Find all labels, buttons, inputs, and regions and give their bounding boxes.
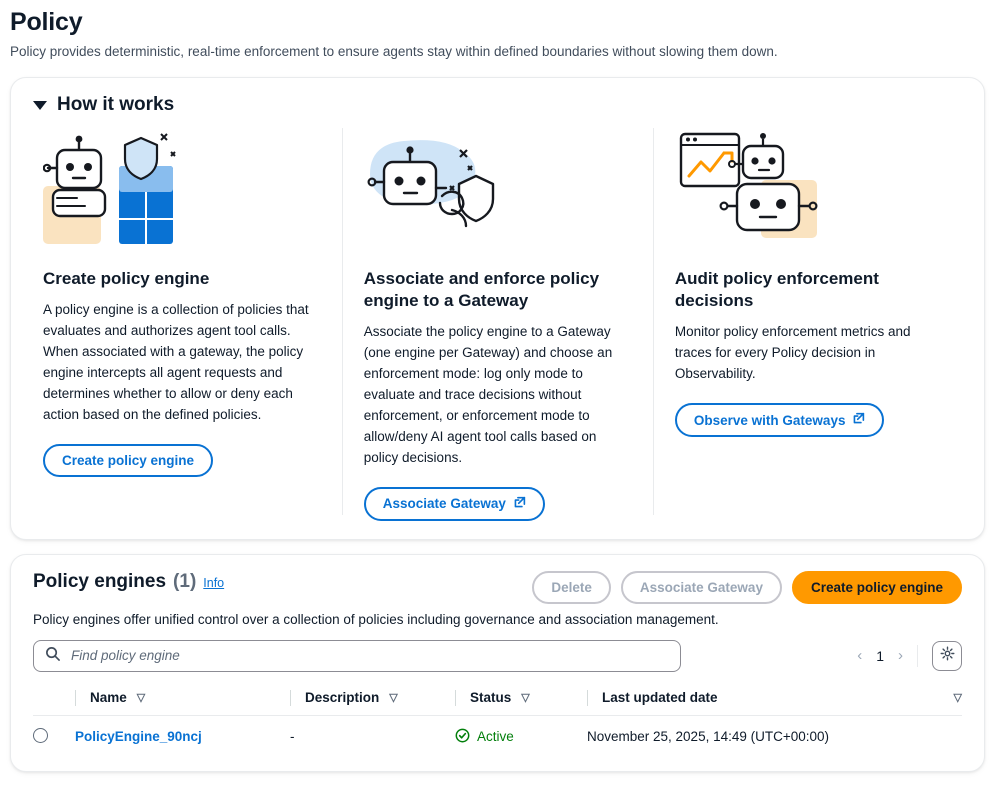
search-box[interactable] (33, 640, 681, 672)
row-radio[interactable] (33, 728, 48, 743)
divider (290, 690, 291, 706)
audit-decisions-illustration (675, 122, 942, 254)
divider (587, 690, 588, 706)
divider (917, 645, 918, 667)
delete-button-label: Delete (551, 579, 592, 595)
how-it-works-column-3 (653, 122, 964, 521)
row-select-cell (33, 715, 75, 756)
sort-icon[interactable]: ▽ (953, 692, 962, 705)
column-header-last-updated-label: Last updated date (602, 690, 718, 706)
how-it-works-columns (31, 122, 964, 521)
column-2-body: Associate the policy engine to a Gateway (one engine per Gateway) and choose an enforcement mode: log only mode to evaluate and trace decisions without enforcement, or enforcement mode to allow/deny AI agent tool calls based on policy decisions. (363, 324, 613, 465)
row-description-cell: - (290, 729, 295, 745)
associate-gateway-illustration (364, 122, 631, 254)
page-header (10, 0, 985, 71)
create-policy-engine-button[interactable] (43, 444, 213, 477)
row-last-updated-cell: November 25, 2025, 14:49 (UTC+00:00) (587, 729, 830, 745)
page-title: Policy (10, 8, 83, 36)
column-header-last-updated[interactable] (587, 684, 962, 716)
policy-engine-link[interactable]: PolicyEngine_90ncj (75, 729, 202, 745)
column-header-description-label: Description (305, 690, 380, 706)
column-header-name[interactable] (75, 684, 290, 716)
policy-engines-actions (532, 571, 962, 604)
external-link-icon (513, 496, 526, 512)
status-badge: Active (477, 729, 514, 745)
policy-engines-title-group (33, 571, 224, 593)
create-policy-engine-primary-label: Create policy engine (810, 579, 943, 595)
external-link-icon (852, 412, 865, 428)
create-policy-engine-illustration (43, 122, 320, 254)
column-header-status-label: Status (470, 690, 512, 706)
policy-engines-panel (10, 554, 985, 772)
how-it-works-header[interactable] (33, 94, 964, 116)
column-header-name-label: Name (90, 690, 127, 706)
next-page-icon[interactable]: › (898, 647, 903, 665)
preferences-button[interactable] (932, 641, 962, 671)
status-success-icon (455, 728, 470, 746)
policy-engines-table (33, 684, 962, 756)
gear-icon (940, 646, 955, 666)
search-icon (45, 646, 60, 666)
observe-with-gateways-button[interactable] (675, 403, 885, 437)
associate-gateway-button[interactable] (364, 487, 545, 521)
select-column-header (33, 684, 75, 716)
policy-engines-count: (1) (173, 570, 197, 592)
table-header-row (33, 684, 962, 716)
delete-button[interactable] (532, 571, 611, 604)
column-header-description[interactable] (290, 684, 455, 716)
previous-page-icon[interactable]: ‹ (857, 647, 863, 665)
policy-engines-header (33, 571, 962, 604)
column-2-heading: Associate and enforce policy engine to a Gateway (363, 269, 600, 311)
divider (455, 690, 456, 706)
create-policy-engine-primary-button[interactable] (792, 571, 962, 604)
policy-engines-controls (33, 640, 962, 672)
info-link[interactable]: Info (203, 575, 225, 590)
observe-with-gateways-button-label: Observe with Gateways (693, 412, 846, 428)
how-it-works-panel (10, 77, 985, 540)
how-it-works-column-1 (31, 122, 342, 521)
policy-engines-title: Policy engines (33, 570, 167, 592)
column-header-status[interactable] (455, 684, 587, 716)
row-name-cell (75, 715, 290, 756)
associate-gateway-action-label: Associate Gateway (639, 579, 763, 595)
sort-icon[interactable]: ▽ (521, 692, 530, 705)
how-it-works-column-2 (342, 122, 653, 521)
how-it-works-title: How it works (57, 94, 175, 116)
sort-icon[interactable]: ▽ (136, 692, 146, 705)
chevron-down-icon[interactable] (33, 101, 47, 110)
associate-gateway-button-label: Associate Gateway (382, 496, 506, 512)
policy-engines-description: Policy engines offer unified control over a collection of policies including governance and association management. (33, 611, 719, 627)
divider (75, 690, 76, 706)
column-1-heading: Create policy engine (43, 269, 210, 289)
search-input[interactable] (69, 647, 669, 664)
column-1-body: A policy engine is a collection of policies that evaluates and authorizes agent tool calls. When associated with a gateway, the policy engine intercepts all agent requests and determines whether to allow or deny each action based on the defined policies. (43, 302, 309, 422)
pagination (857, 641, 962, 671)
column-3-body: Monitor policy enforcement metrics and traces for every Policy decision in Observability. (674, 324, 911, 382)
table-row[interactable] (33, 715, 962, 756)
page-subtitle: Policy provides deterministic, real-time enforcement to ensure agents stay within defined boundaries without slowing them down. (10, 44, 778, 59)
current-page: 1 (876, 647, 884, 664)
column-3-heading: Audit policy enforcement decisions (674, 269, 879, 311)
create-policy-engine-button-label: Create policy engine (62, 452, 195, 468)
row-status-cell (455, 715, 587, 756)
associate-gateway-action-button[interactable] (621, 571, 782, 604)
sort-icon[interactable]: ▽ (389, 692, 398, 705)
